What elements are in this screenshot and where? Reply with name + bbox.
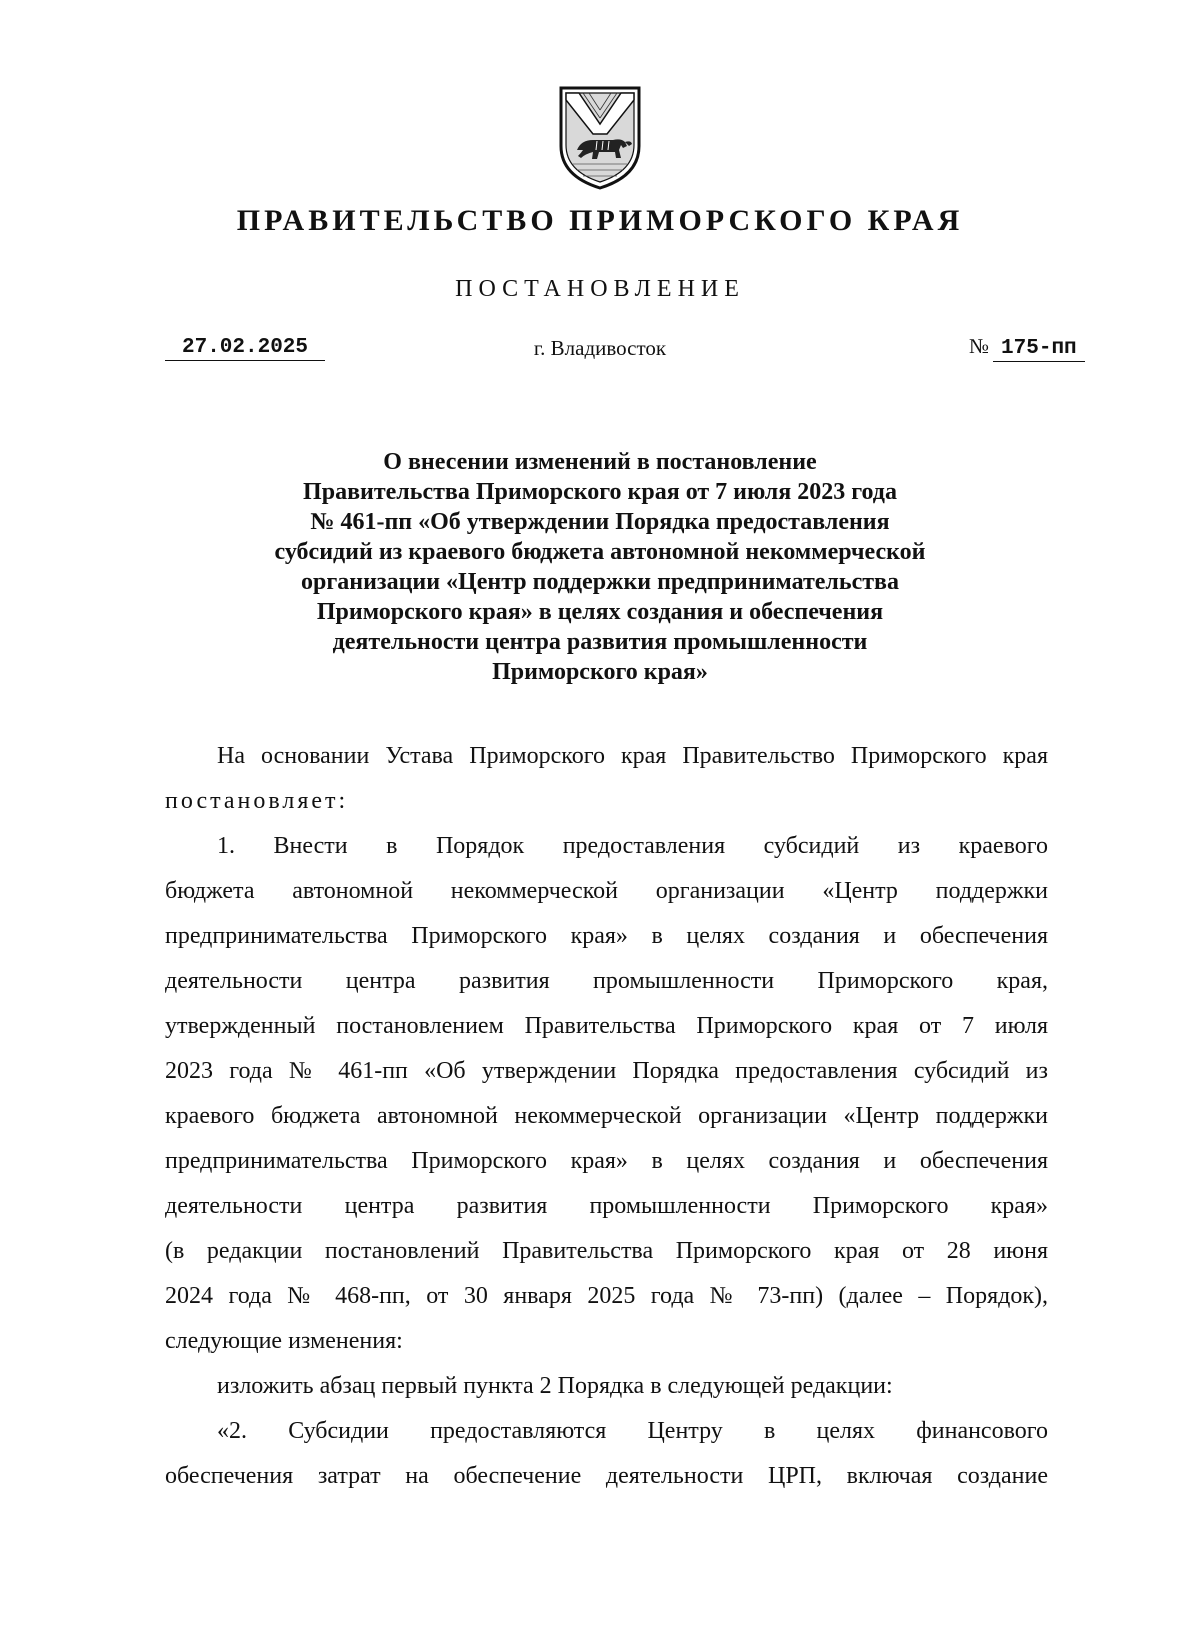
document-type: ПОСТАНОВЛЕНИЕ — [455, 276, 745, 302]
body-line: (в редакции постановлений Правительства Приморского края от 28 июня — [165, 1238, 1048, 1264]
subject-line: организации «Центр поддержки предпринимательства — [301, 569, 899, 595]
subject-line: № 461-пп «Об утверждении Порядка предоставления — [310, 509, 890, 535]
body-line: предпринимательства Приморского края» в целях создания и обеспечения — [165, 923, 1048, 949]
body-line: постановляет: — [165, 788, 349, 814]
body-line: следующие изменения: — [165, 1328, 403, 1354]
document-number — [969, 334, 1085, 362]
organization-title: ПРАВИТЕЛЬСТВО ПРИМОРСКОГО КРАЯ — [236, 204, 964, 237]
body-line: изложить абзац первый пункта 2 Порядка в следующей редакции: — [217, 1373, 893, 1399]
body-line: 2024 года № 468-пп, от 30 января 2025 года № 73-пп) (далее – Порядок), — [165, 1283, 1048, 1309]
body-line: деятельности центра развития промышленности Приморского края, — [165, 968, 1048, 994]
subject-line: Приморского края» — [492, 659, 708, 685]
document-date: 27.02.2025 — [165, 336, 325, 361]
subject-line: Приморского края» в целях создания и обеспечения — [316, 599, 884, 625]
body-line: 2023 года № 461-пп «Об утверждении Порядка предоставления субсидий из — [165, 1058, 1048, 1084]
body-line: деятельности центра развития промышленности Приморского края» — [165, 1193, 1048, 1219]
document-subject — [0, 447, 1200, 687]
document-city: г. Владивосток — [533, 336, 667, 360]
subject-line: деятельности центра развития промышленности — [332, 629, 868, 655]
subject-line: субсидий из краевого бюджета автономной некоммерческой — [274, 539, 926, 565]
document-body — [165, 734, 1048, 1499]
number-sign: № — [969, 334, 990, 358]
body-line: обеспечения затрат на обеспечение деятельности ЦРП, включая создание — [165, 1463, 1048, 1489]
number-value: 175-пп — [993, 337, 1085, 362]
subject-line: О внесении изменений в постановление — [383, 449, 817, 475]
body-line: бюджета автономной некоммерческой организации «Центр поддержки — [165, 878, 1048, 904]
body-line: предпринимательства Приморского края» в целях создания и обеспечения — [165, 1148, 1048, 1174]
subject-line: Правительства Приморского края от 7 июля 2023 года — [303, 479, 897, 505]
body-line: 1. Внести в Порядок предоставления субсидий из краевого — [217, 833, 1048, 859]
body-line: «2. Субсидии предоставляются Центру в целях финансового — [217, 1418, 1048, 1444]
coat-of-arms-icon — [555, 84, 645, 192]
body-line: На основании Устава Приморского края Правительство Приморского края — [217, 743, 1048, 769]
body-line: краевого бюджета автономной некоммерческой организации «Центр поддержки — [165, 1103, 1048, 1129]
body-line: утвержденный постановлением Правительства Приморского края от 7 июля — [165, 1013, 1048, 1039]
